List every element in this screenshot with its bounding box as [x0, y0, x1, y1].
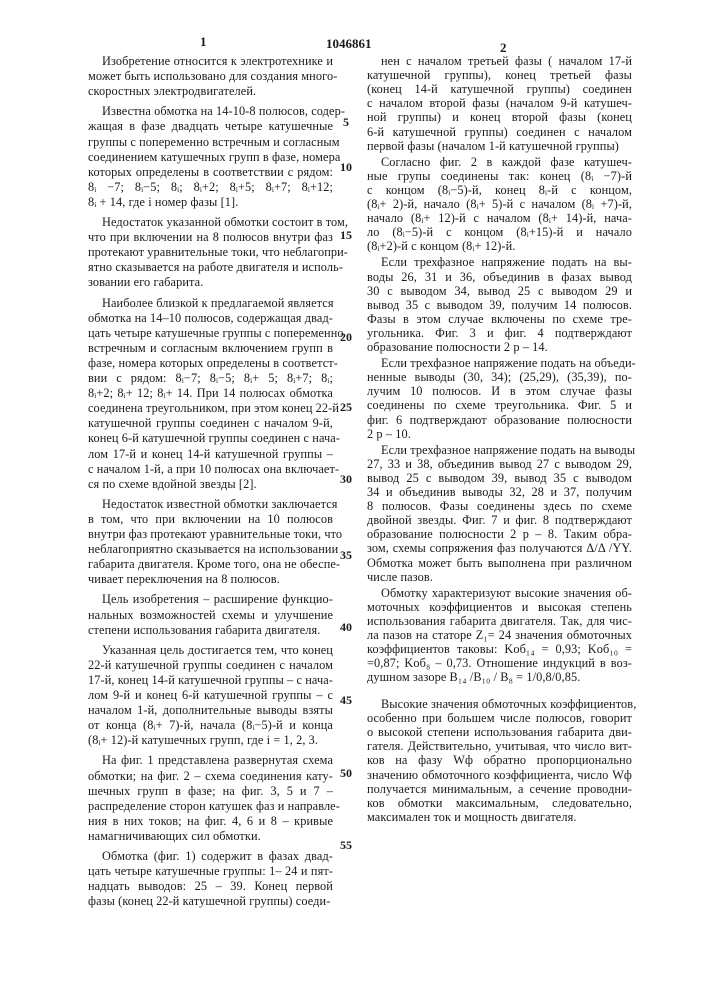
text-line: нен с началом третьей фазы ( началом 17-й	[367, 54, 632, 68]
text-line: о высокой степени использования габарита дви-	[367, 725, 632, 739]
text-line: ла пазов на статоре Z₁= 24 значения обмоточных	[367, 628, 632, 642]
line-number: 55	[338, 838, 354, 853]
text-line: надцать выводов: 25 – 39. Конец первой	[88, 879, 333, 893]
text-line: 2 р – 10.	[367, 427, 632, 441]
text-line: с началом второй фазы (началом 9-й катушеч-	[367, 96, 632, 110]
text-line: вии с рядом: 8ᵢ−7; 8ᵢ−5; 8ᵢ+ 5; 8ᵢ+7; 8ᵢ;	[88, 371, 333, 385]
text-line: Согласно фиг. 2 в каждой фазе катушеч-	[367, 155, 632, 169]
text-line: неблагоприятно сказывается на использовании	[88, 542, 333, 556]
text-line: ненные выводы (30, 34); (25,29), (35,39), по-	[367, 370, 632, 384]
text-line: Если трехфазное напряжение подать на объеди-	[367, 356, 632, 370]
text-line: Обмотку характеризуют высокие значения об-	[367, 586, 632, 600]
text-line: конец 6-й катушечной группы соединен с нача-	[88, 431, 333, 445]
text-line: ной группы) и конец второй фазы (конец	[367, 110, 632, 124]
text-line: Недостаток известной обмотки заключается	[88, 497, 333, 511]
line-number: 10	[338, 160, 354, 175]
text-line: вывод 35 с выводом 39, получим 14 полюсов.	[367, 298, 632, 312]
text-line: Высокие значения обмоточных коэффициентов,	[367, 697, 632, 711]
text-line: особенно при большем числе полюсов, говорит	[367, 711, 632, 725]
text-line: жащая в фазе двадцать четыре катушечные	[88, 119, 333, 133]
line-number: 35	[338, 548, 354, 563]
text-line: соединены по схеме треугольника. Фиг. 5 и	[367, 398, 632, 412]
text-line: Наиболее близкой к предлагаемой является	[88, 296, 333, 310]
text-line: с концом (8ᵢ−5)-й, конец 8ᵢ-й с концом,	[367, 183, 632, 197]
text-line: Изобретение относится к электротехнике и	[88, 54, 333, 68]
text-line: душном зазоре B₁₄ /B₁₀ / B₈ = 1/0,8/0,85.	[367, 670, 632, 684]
text-line: 17-й, конец 14-й катушечной группы – с нача-	[88, 673, 333, 687]
text-line: которых определены в соответствии с рядом:	[88, 165, 333, 179]
text-line: цать четыре катушечные группы с попеременно	[88, 326, 333, 340]
text-line: намагничивающих сил обмотки.	[88, 829, 333, 843]
text-line: вывод 25 с выводом 39, вывод 35 с выводом	[367, 471, 632, 485]
text-line: в том, что при включении на 10 полюсов	[88, 512, 333, 526]
line-number: 25	[338, 400, 354, 415]
text-line: с началом 1-й, а при 10 полюсах она включает-	[88, 462, 333, 476]
text-line: протекают уравнительные токи, что неблагопри-	[88, 245, 333, 259]
text-line: ния в них токов; на фиг. 4, 6 и 8 – кривые	[88, 814, 333, 828]
text-line: группы с попеременно встречным и согласным	[88, 135, 333, 149]
text-line: 8 полюсов. Фазы соединены здесь по схеме	[367, 499, 632, 513]
text-line: лучим 10 полюсов. И в этом случае фазы	[367, 384, 632, 398]
text-line: максимален ток и мощность двигателя.	[367, 810, 632, 824]
text-line: ков обмотки максимальным, следовательно,	[367, 796, 632, 810]
text-line: ятно сказывается на работе двигателя и исполь-	[88, 260, 333, 274]
text-line: Недостаток указанной обмотки состоит в том,	[88, 215, 333, 229]
text-line: зовании его габарита.	[88, 275, 333, 289]
line-number: 30	[338, 472, 354, 487]
text-line: (конец 14-й катушечной группы) соединен	[367, 82, 632, 96]
text-line: от конца (8ᵢ+ 7)-й, начала (8ᵢ−5)-й и конца	[88, 718, 333, 732]
text-line: встречным и согласным включением групп в	[88, 341, 333, 355]
text-line: катушечной группы соединен с началом 9-й,	[88, 416, 333, 430]
text-line: может быть использовано для создания много-	[88, 69, 333, 83]
text-line: степени использования габарита двигателя.	[88, 623, 333, 637]
line-number: 45	[338, 693, 354, 708]
text-line: образование полюсности 2 р – 14.	[367, 340, 632, 354]
text-line: 6-й катушечной группы) соединен с началом	[367, 125, 632, 139]
text-line: (8ᵢ+ 12)-й катушечных групп, где i = 1, 2, 3.	[88, 733, 333, 747]
text-line: Если трехфазное напряжение подать на вы-	[367, 255, 632, 269]
text-line: Если трехфазное напряжение подать на выводы	[367, 443, 632, 457]
text-line: (8ᵢ+ 2)-й, начало (8ᵢ+ 5)-й с началом (8ᵢ +7)-й,	[367, 197, 632, 211]
text-line: обмотки; на фиг. 2 – схема соединения кату-	[88, 769, 333, 783]
text-line: коэффициентов таковы: Kоб₁₄ = 0,93; Kоб₁₀ =	[367, 642, 632, 656]
text-line: угольника. Фиг. 3 и фиг. 4 подтверждают	[367, 326, 632, 340]
text-line: внутри фаз протекают уравнительные токи, что	[88, 527, 333, 541]
text-line: воды 26, 31 и 36, объединив в фазах вывод	[367, 270, 632, 284]
text-line: лом 9-й и конец 6-й катушечной группы – с	[88, 688, 333, 702]
text-line: первой фазы (началом 1-й катушечной группы)	[367, 139, 632, 153]
text-line: катушечной группы), конец третьей фазы	[367, 68, 632, 82]
text-line: 8ᵢ + 14, где i номер фазы [1].	[88, 195, 333, 209]
text-line: гателя. Действительно, учитывая, что число вит-	[367, 739, 632, 753]
text-line: соединением катушечных групп в фазе, номера	[88, 150, 333, 164]
text-line: образование полюсности 2 р – 8. Таким обра-	[367, 527, 632, 541]
text-line: =0,87; Kоб₈ – 0,73. Отношение индукций в воз-	[367, 656, 632, 670]
text-line: фазе, номера которых определены в соответст-	[88, 356, 333, 370]
text-line: 8ᵢ+2; 8ᵢ+ 12; 8ᵢ+ 14. При 14 полюсах обмотка	[88, 386, 333, 400]
text-line: использования габарита двигателя. Так, для чис-	[367, 614, 632, 628]
line-number: 5	[338, 115, 354, 130]
text-line: зом, схемы сопряжения фаз получаются Δ/Δ /YY.	[367, 541, 632, 555]
text-line: нальных возможностей схемы и улучшение	[88, 608, 333, 622]
text-line: фазы (конец 22-й катушечной группы) соеди-	[88, 894, 333, 908]
text-line: соединена треугольником, при этом конец 22-й	[88, 401, 333, 415]
line-number: 40	[338, 620, 354, 635]
text-line: ся по схеме вдойной звезды [2].	[88, 477, 333, 491]
line-number: 50	[338, 766, 354, 781]
text-line: Обмотка (фиг. 1) содержит в фазах двад-	[88, 849, 333, 863]
patent-number: 1046861	[326, 36, 372, 52]
text-line: лом 17-й и конец 14-й катушечной группы –	[88, 447, 333, 461]
text-line: ные групы соединены так: конец (8ᵢ −7)-й	[367, 169, 632, 183]
text-line: Указанная цель достигается тем, что конец	[88, 643, 333, 657]
text-line: габарита двигателя. Кроме того, она не обеспе-	[88, 557, 333, 571]
text-line: цать четыре катушечные группы: 1– 24 и пят-	[88, 864, 333, 878]
text-line: началом 1-й, дополнительные выводы взяты	[88, 703, 333, 717]
text-line: моточных коэффициентов и высокая степень	[367, 600, 632, 614]
text-line: распределение сторон катушек фаз и направле-	[88, 799, 333, 813]
text-line: 8ᵢ −7; 8ᵢ−5; 8ᵢ; 8ᵢ+2; 8ᵢ+5; 8ᵢ+7; 8ᵢ+12;	[88, 180, 333, 194]
text-line: шечных групп в фазе; на фиг. 3, 5 и 7 –	[88, 784, 333, 798]
line-number: 20	[338, 330, 354, 345]
text-line: 22-й катушечной группы соединен с началом	[88, 658, 333, 672]
text-line: Цель изобретения – расширение функцио-	[88, 592, 333, 606]
text-line: ков на фазу Wф обратно пропорционально	[367, 753, 632, 767]
text-line: начало (8ᵢ+ 12)-й с началом (8ᵢ+ 14)-й, нача-	[367, 211, 632, 225]
text-line: скоростных электродвигателей.	[88, 84, 333, 98]
text-line: чивает переключения на 8 полюсов.	[88, 572, 333, 586]
text-line: 30 с выводом 34, вывод 25 с выводом 29 и	[367, 284, 632, 298]
text-line: что при включении на 8 полюсов внутри фаз	[88, 230, 333, 244]
text-line: На фиг. 1 представлена развернутая схема	[88, 753, 333, 767]
page-number-left: 1	[200, 34, 207, 50]
text-line: Известна обмотка на 14-10-8 полюсов, содер-	[88, 104, 333, 118]
page-number-right: 2	[500, 40, 507, 56]
text-line: (8ᵢ+2)-й с концом (8ᵢ+ 12)-й.	[367, 239, 632, 253]
text-line: 34 и объединив выводы 32, 28 и 37, получим	[367, 485, 632, 499]
text-line: двойной звезды. Фиг. 7 и фиг. 8 подтверждают	[367, 513, 632, 527]
text-line: 27, 33 и 38, объединив вывод 27 с выводом 29,	[367, 457, 632, 471]
text-line: Фазы в этом случае включены по схеме тре-	[367, 312, 632, 326]
text-line: ло (8ᵢ−5)-й с концом (8ᵢ+15)-й и начало	[367, 225, 632, 239]
text-line: значению обмоточного коэффициента, число Wф	[367, 768, 632, 782]
text-line: Обмотка может быть выполнена при различном	[367, 556, 632, 570]
text-line: получается минимальным, а сечение проводни-	[367, 782, 632, 796]
text-line: числе пазов.	[367, 570, 632, 584]
text-line: обмотка на 14–10 полюсов, содержащая двад-	[88, 311, 333, 325]
text-line: фиг. 6 подтверждают образование полюсности	[367, 413, 632, 427]
line-number: 15	[338, 228, 354, 243]
